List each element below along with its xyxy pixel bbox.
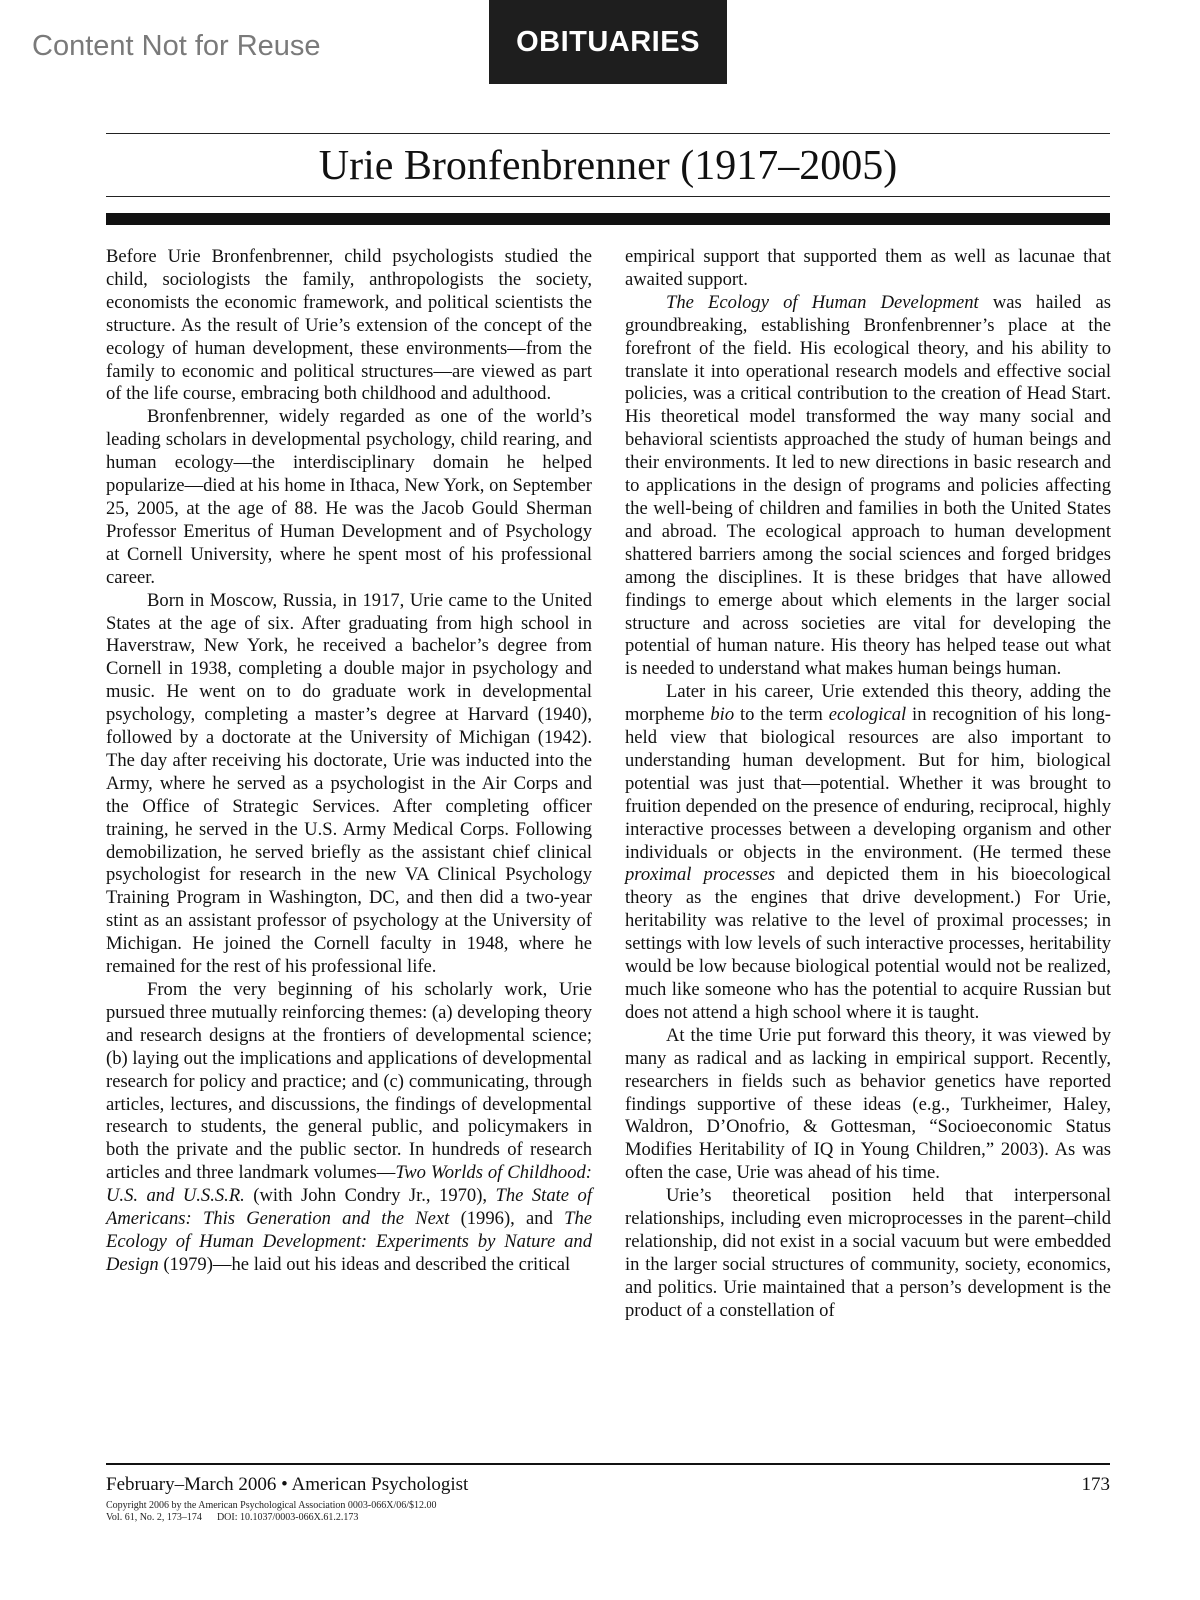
left-column <box>106 246 592 1277</box>
paragraph <box>625 292 1111 681</box>
term: bio <box>710 704 735 726</box>
book-title: The Ecology of Human Development <box>666 291 979 313</box>
text-run: From the very beginning of his scholarly work, Urie pursued three mutually reinforcing themes: (a) developing theory and research designs at the frontiers of developmental science; (b) laying out the implications and applications of developmental research for policy and practice; and (c) communicating, through articles, lectures, and discussions, the findings of developmental research to students, the general public, and policymakers in both the private and the public sector. In hundreds of research articles and three landmark volumes— <box>106 979 592 1184</box>
book-title: Two Worlds of Childhood: U.S. and U.S.S.R. <box>106 1162 592 1207</box>
doi: DOI: 10.1037/0003-066X.61.2.173 <box>216 1511 359 1523</box>
title-rule-top <box>106 133 1110 134</box>
paragraph: Born in Moscow, Russia, in 1917, Urie came to the United States at the age of six. After graduating from high school in Haverstraw, New York, he received a bachelor’s degree from Cornell in 1938, completing a double major in psychology and music. He went on to do graduate work in developmental psychology, completing a master’s degree at Harvard (1940), followed by a doctorate at the University of Michigan (1942). The day after receiving his doctorate, Urie was inducted into the Army, where he served as a psychologist in the Air Corps and the Office of Strategic Services. After completing officer training, he served in the U.S. Army Medical Corps. Following demobilization, he served briefly as the assistant chief clinical psychologist for research in the new VA Clinical Psychology Training Program in Washington, DC, and then did a two-year stint as an assistant professor of psychology at the University of Michigan. He joined the Cornell faculty in 1948, where he remained for the rest of his professional life. <box>106 589 592 978</box>
citation-line <box>106 1512 437 1524</box>
paragraph <box>106 979 592 1277</box>
paragraph: Urie’s theoretical position held that interpersonal relationships, including even microprocesses in the parent–child relationship, did not exist in a social vacuum but were embedded in the larger social structures of community, society, economics, and politics. Urie maintained that a person’s development is the product of a constellation of <box>625 1185 1111 1321</box>
book-title: The Ecology of Human Development: Experiments by Nature and Design <box>106 1208 592 1275</box>
text-run: was hailed as groundbreaking, establishing Bronfenbrenner’s place at the forefront of the field. His ecological theory, and his ability to translate it into operational research models and effective social policies, was a critical contribution to the creation of Head Start. His theoretical model transformed the way many social and behavioral scientists approached the study of human beings and their environments. It led to new directions in basic research and to applications in the design of programs and policies affecting the well-being of children and families in both the United States and abroad. The ecological approach to human development shattered barriers among the social sciences and forged bridges among the disciplines. It is these bridges that have allowed findings to emerge about which elements in the larger social structure and across societies are vital for developing the potential of human nature. His theory has helped tease out what is needed to understand what makes human beings human. <box>625 291 1111 680</box>
title-bar <box>106 213 1110 225</box>
title-rule-bottom <box>106 196 1110 197</box>
paragraph <box>625 681 1111 1025</box>
text-run: in recognition of his long-held view that biological resources are also important to understanding human development. But for him, biological potential was just that—potential. Whether it was brought to fruition depended on the presence of enduring, reciprocal, highly interactive processes between a developing organism and other individuals or objects in the environment. (He termed these <box>625 704 1111 863</box>
footer-rule <box>106 1463 1110 1465</box>
paragraph: Before Urie Bronfenbrenner, child psychologists studied the child, sociologists the family, anthropologists the society, economists the economic framework, and political scientists the structure. As the result of Urie’s extension of the concept of the ecology of human development, these environments—from the family to economic and political structures—are viewed as part of the life course, embracing both childhood and adulthood. <box>106 246 592 405</box>
watermark-text: Content Not for Reuse <box>32 30 321 62</box>
page-number: 173 <box>1081 1474 1110 1495</box>
term: ecological <box>828 704 907 726</box>
copyright-line: Copyright 2006 by the American Psychological Association 0003-066X/06/$12.00 <box>106 1500 437 1511</box>
book-title: The State of Americans: This Generation and the Next <box>106 1185 592 1230</box>
text-run: and depicted them in his bioecological theory as the engines that drive development.) For Urie, heritability was relative to the level of proximal processes; in settings with low levels of such interactive processes, heritability would be low because biological potential would not be realized, much like someone who has the potential to acquire Russian but does not attend a high school where it is taught. <box>625 864 1112 1023</box>
paragraph: Bronfenbrenner, widely regarded as one of the world’s leading scholars in developmental psychology, child rearing, and human ecology—the interdisciplinary domain he helped popularize—died at his home in Ithaca, New York, on September 25, 2005, at the age of 88. He was the Jacob Gould Sherman Professor Emeritus of Human Development and of Psychology at Cornell University, where he spent most of his professional career. <box>106 406 592 588</box>
text-run: (with John Condry Jr., 1970), <box>244 1185 496 1207</box>
text-run: (1996), and <box>449 1208 565 1230</box>
footer-copyright <box>106 1500 437 1523</box>
section-tab: OBITUARIES <box>489 0 727 84</box>
paragraph: empirical support that supported them as well as lacunae that awaited support. <box>625 246 1111 290</box>
footer-journal: February–March 2006 • American Psychologist <box>106 1474 469 1495</box>
right-column <box>625 246 1111 1323</box>
page-title: Urie Bronfenbrenner (1917–2005) <box>318 143 898 189</box>
term: proximal processes <box>625 864 776 886</box>
text-run: (1979)—he laid out his ideas and described the critical <box>158 1253 571 1275</box>
text-run: Later in his career, Urie extended this theory, adding the morpheme <box>625 681 1111 726</box>
text-run: to the term <box>734 704 829 726</box>
paragraph: At the time Urie put forward this theory, it was viewed by many as radical and as lacking in empirical support. Recently, researchers in fields such as behavior genetics have reported findings supportive of these ideas (e.g., Turkheimer, Haley, Waldron, D’Onofrio, & Gottesman, “Socioeconomic Status Modifies Heritability of IQ in Young Children,” 2003). As was often the case, Urie was ahead of his time. <box>625 1024 1111 1184</box>
volume-info: Vol. 61, No. 2, 173–174 <box>106 1511 202 1523</box>
